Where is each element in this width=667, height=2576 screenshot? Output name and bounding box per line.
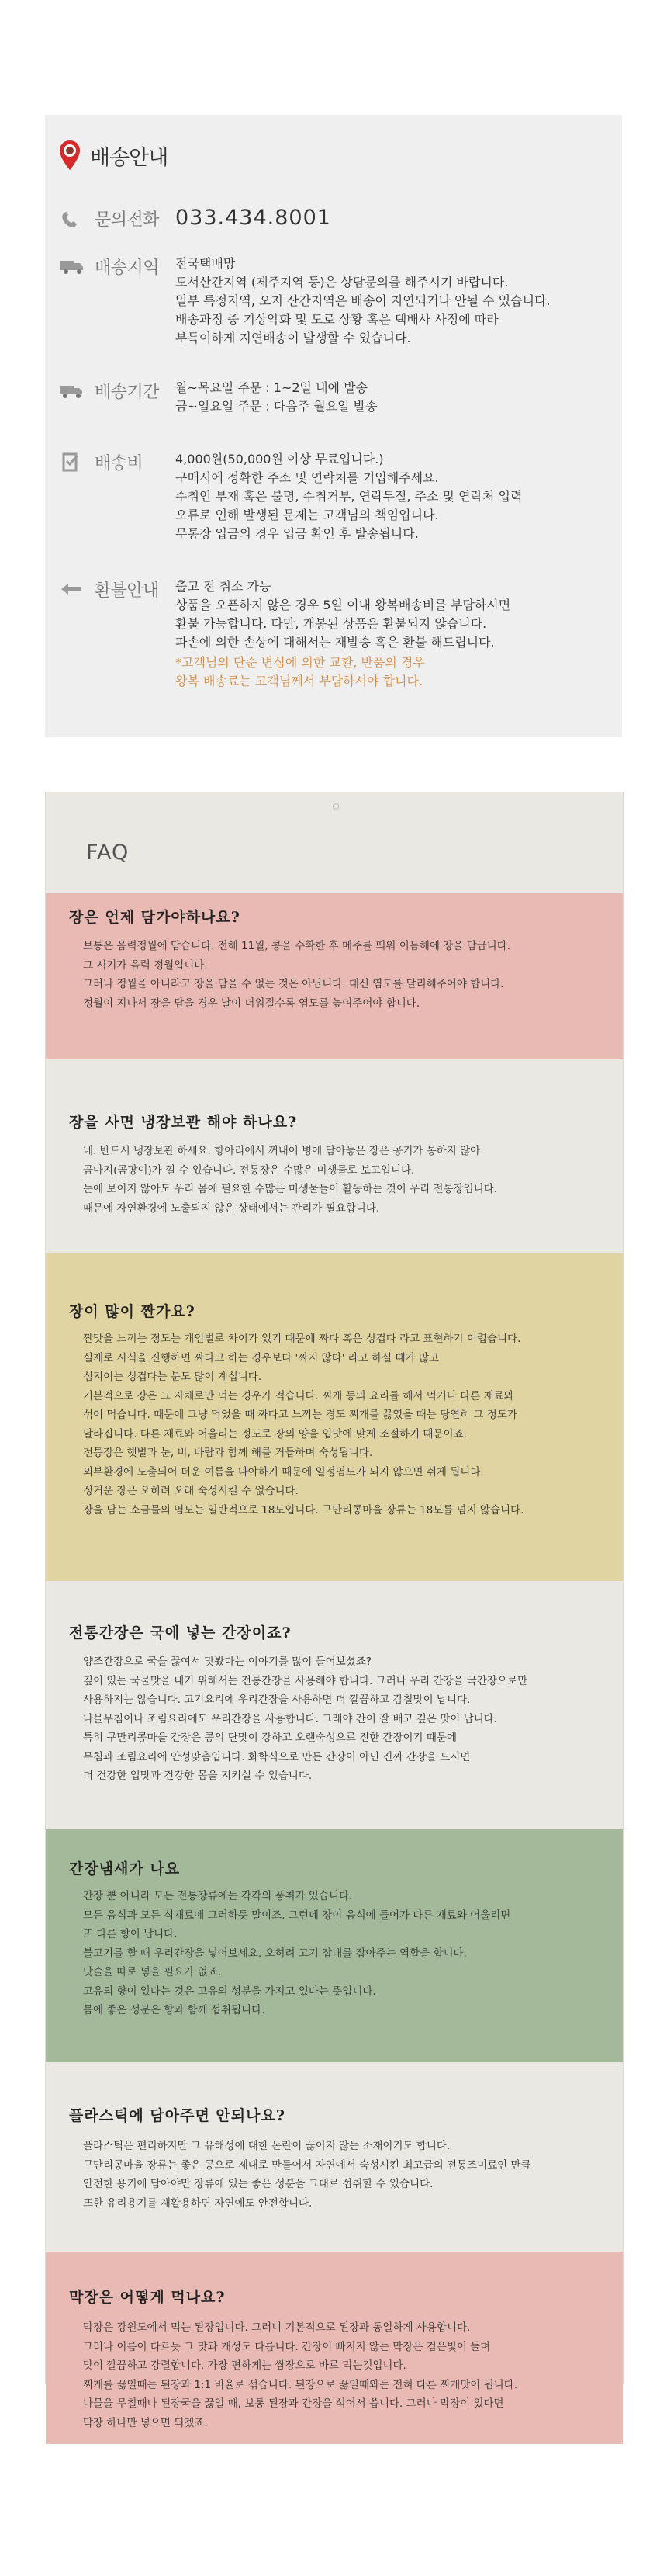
shipping-area-line: 전국택배망 <box>175 256 236 271</box>
phone-icon <box>59 210 85 230</box>
faq-answer-line: 정월이 지나서 장을 담을 경우 날이 더워질수록 염도를 높여주어야 합니다. <box>83 997 420 1010</box>
faq-question: 전통간장은 국에 넣는 간장이죠? <box>69 1624 292 1642</box>
shipping-label-phone: 문의전화 <box>95 210 160 230</box>
faq-answer <box>83 1142 618 1218</box>
shipping-refund-note: *고객님의 단순 변심에 의한 교환, 반품의 경우 <box>175 655 425 670</box>
faq-answer-line: 양조간장으로 국을 끓여서 맛봤다는 이야기를 많이 들어보셨죠? <box>83 1656 372 1668</box>
circle-icon <box>333 803 339 810</box>
delivery-truck-icon <box>59 380 85 400</box>
shipping-refund-line: 상품을 오픈하지 않은 경우 5일 이내 왕복배송비를 부담하시면 <box>175 598 511 612</box>
faq-answer-line: 플라스틱은 편리하지만 그 유해성에 대한 논란이 끊이지 않는 소재이기도 합니다. <box>83 2140 451 2152</box>
faq-answer-line: 찌개를 끓일때는 된장과 1:1 비율로 섞습니다. 된장으로 끓일때와는 전혀 다른 찌개맛이 됩니다. <box>83 2378 518 2391</box>
faq-answer-line: 막장은 강원도에서 먹는 된장입니다. 그러니 기본적으로 된장과 동일하게 사용합니다. <box>83 2321 471 2334</box>
shipping-row-area <box>59 255 610 348</box>
faq-item <box>46 2062 623 2252</box>
shipping-period-line: 금~일요일 주문 : 다음주 월요일 발송 <box>175 399 378 414</box>
faq-answer-line: 전통장은 햇볕과 눈, 비, 바람과 함께 해를 거듭하며 숙성됩니다. <box>83 1447 373 1459</box>
faq-answer-line: 그 시기가 음력 정월입니다. <box>83 959 208 972</box>
shipping-area-line: 배송과정 중 기상악화 및 도로 상황 혹은 택배사 사정에 따라 <box>175 312 499 327</box>
faq-answer-line: 특히 구만리콩마을 간장은 콩의 단맛이 강하고 오랜숙성으로 진한 간장이기 때문에 <box>83 1732 458 1744</box>
faq-answer-line: 불고기를 할 때 우리간장을 넣어보세요. 오히려 고기 잡내를 잡아주는 역할을 합니다. <box>83 1947 467 1960</box>
shipping-row-period <box>59 379 610 416</box>
faq-question: 장이 많이 짠가요? <box>69 1303 195 1320</box>
shipping-info-panel <box>45 115 622 737</box>
faq-answer-line: 짠맛을 느끼는 정도는 개인별로 차이가 있기 때문에 짜다 혹은 싱겁다 라고 표현하기 어렵습니다. <box>83 1333 521 1345</box>
faq-answer-line: 외부환경에 노출되어 더운 여름을 나야하기 때문에 일정염도가 되지 않으면 쉬게 됩니다. <box>83 1465 484 1479</box>
faq-item <box>46 1581 623 1829</box>
faq-answer-line: 맛술을 따로 넣을 필요가 없죠. <box>83 1966 221 1978</box>
shipping-row-phone <box>59 206 610 231</box>
faq-answer-line: 때문에 자연환경에 노출되지 않은 상태에서는 관리가 필요합니다. <box>83 1201 380 1215</box>
faq-answer-line: 싱거운 장은 오히려 오래 숙성시킬 수 없습니다. <box>83 1485 299 1497</box>
faq-question: 장을 사면 냉장보관 해야 하나요? <box>69 1114 298 1131</box>
faq-item <box>46 1059 623 1253</box>
faq-answer-line: 고유의 향이 있다는 것은 고유의 성분을 가지고 있다는 뜻입니다. <box>83 1985 376 1998</box>
faq-answer-line: 눈에 보이지 않아도 우리 몸에 필요한 수많은 미생물들이 활동하는 것이 우리 전통장입니다. <box>83 1183 498 1195</box>
faq-answer-line: 구만리콩마을 장류는 좋은 콩으로 제대로 만들어서 자연에서 숙성시킨 최고급의 전통조미료인 만큼 <box>83 2158 531 2172</box>
faq-item <box>46 1253 623 1581</box>
shipping-fee-line: 오류로 인해 발생된 문제는 고객님의 책임입니다. <box>175 508 439 522</box>
faq-answer-line: 모든 음식과 모든 식재료에 그러하듯 말이죠. 그런데 장이 음식에 들어가 다른 재료와 어울리면 <box>83 1909 511 1922</box>
faq-answer-line: 그러나 정월을 아니라고 장을 담을 수 없는 것은 아닙니다. 대신 염도를 달리해주어야 합니다. <box>83 978 504 990</box>
faq-answer-line: 기본적으로 장은 그 자체로만 먹는 경우가 적습니다. 찌개 등의 요리를 해서 먹거나 다른 재료와 <box>83 1389 514 1402</box>
shipping-refund-line: 환불 가능합니다. 다만, 개봉된 상품은 환불되지 않습니다. <box>175 616 487 631</box>
shipping-refund-note: 왕복 배송료는 고객님께서 부담하셔야 합니다. <box>175 674 423 688</box>
shipping-row-refund <box>59 577 610 691</box>
shipping-refund-line: 파손에 의한 손상에 대해서는 재발송 혹은 환불 해드립니다. <box>175 635 495 650</box>
faq-question: 막장은 어떻게 먹나요? <box>69 2289 226 2306</box>
shipping-area-line: 도서산간지역 (제주지역 등)은 상담문의를 해주시기 바랍니다. <box>175 275 509 289</box>
shipping-label-refund: 환불안내 <box>95 581 160 601</box>
shipping-fee-line: 구매시에 정확한 주소 및 연락처를 기입해주세요. <box>175 470 439 485</box>
shipping-period-line: 월~목요일 주문 : 1~2일 내에 발송 <box>175 380 368 395</box>
faq-answer-line: 무침과 조림요리에 안성맞춤입니다. 화학식으로 만든 간장이 아닌 진짜 간장을 드시면 <box>83 1750 471 1763</box>
faq-answer-line: 막장 하나만 넣으면 되겠죠. <box>83 2416 208 2429</box>
faq-answer-line: 보통은 음력정월에 담습니다. 전해 11월, 콩을 수확한 후 메주를 띄워 이듬해에 장을 담급니다. <box>83 940 511 952</box>
faq-answer-line: 또한 유리용기를 재활용하면 자연에도 안전합니다. <box>83 2196 313 2210</box>
faq-answer-line: 장을 담는 소금물의 염도는 일반적으로 18도입니다. 구만리콩마을 장류는 18도를 넘지 않습니다. <box>83 1503 524 1517</box>
shipping-label-fee: 배송비 <box>95 454 143 473</box>
faq-answer-line: 심지어는 싱겁다는 분도 많이 계십니다. <box>83 1371 262 1383</box>
faq-answer-line: 달라집니다. 다른 재료와 어울리는 정도로 장의 양을 입맛에 맞게 조절하기 때문이죠. <box>83 1427 467 1441</box>
shipping-area-line: 일부 특정지역, 오지 산간지역은 배송이 지연되거나 안될 수 있습니다. <box>175 293 551 308</box>
faq-answer <box>83 2137 618 2213</box>
faq-panel <box>45 792 624 2429</box>
location-pin-icon <box>59 140 81 171</box>
faq-answer-line: 사용하지는 않습니다. 고기요리에 우리간장을 사용하면 더 깔끔하고 감칠맛이 납니다. <box>83 1694 471 1706</box>
faq-answer-line: 또 다른 향이 납니다. <box>83 1928 178 1940</box>
shipping-refund-line: 출고 전 취소 가능 <box>175 579 271 594</box>
faq-item <box>46 893 623 1059</box>
faq-answer-line: 그러나 이름이 다르듯 그 맛과 개성도 다릅니다. 간장이 빠지지 않는 막장은 검은빛이 돌며 <box>83 2340 491 2353</box>
faq-answer-line: 섞어 먹습니다. 때문에 그냥 먹었을 때 짜다고 느끼는 경도 찌개를 끓였을 때는 당연히 그 정도가 <box>83 1409 517 1421</box>
shipping-label-area: 배송지역 <box>95 258 160 278</box>
faq-answer-line: 네. 반드시 냉장보관 하세요. 항아리에서 꺼내어 병에 담아놓은 장은 공기가 통하지 않아 <box>83 1145 481 1157</box>
shipping-title: 배송안내 <box>90 145 168 170</box>
faq-item <box>46 1829 623 2062</box>
faq-answer-line: 실제로 시식을 진행하면 짜다고 하는 경우보다 '짜지 않다' 라고 하실 때가 많고 <box>83 1351 439 1364</box>
faq-question: 간장냄새가 나요 <box>69 1860 181 1877</box>
faq-answer-line: 곰마지(곰팡이)가 낄 수 있습니다. 전통장은 수많은 미생물로 보고입니다. <box>83 1163 415 1177</box>
clipboard-icon <box>59 452 85 472</box>
faq-answer-line: 깊이 있는 국물맛을 내기 위해서는 전통간장을 사용해야 합니다. 그러나 우리 간장을 국간장으로만 <box>83 1674 528 1687</box>
faq-item <box>46 2252 623 2444</box>
faq-answer-line: 맛이 깔끔하고 강렬합니다. 가장 편하게는 쌈장으로 바로 먹는것입니다. <box>83 2359 406 2372</box>
truck-icon <box>59 256 85 276</box>
shipping-label-period: 배송기간 <box>95 383 160 402</box>
phone-number: 033.434.8001 <box>175 206 331 230</box>
shipping-fee-line: 무통장 입금의 경우 입금 확인 후 발송됩니다. <box>175 526 419 541</box>
faq-answer-line: 더 건강한 입맛과 건강한 몸을 지키실 수 있습니다. <box>83 1770 313 1782</box>
faq-answer-line: 간장 뿐 아니라 모든 전통장류에는 각각의 풍취가 있습니다. <box>83 1890 353 1902</box>
return-icon <box>59 579 85 599</box>
faq-question: 플라스틱에 담아주면 안되나요? <box>69 2107 285 2124</box>
faq-answer <box>83 1330 618 1520</box>
faq-answer <box>83 937 618 1013</box>
faq-answer-line: 몸에 좋은 성분은 향과 함께 섭취됩니다. <box>83 2004 265 2016</box>
faq-answer <box>83 1887 618 2020</box>
shipping-fee-line: 수취인 부재 혹은 불명, 수취거부, 연락두절, 주소 및 연락처 입력 <box>175 489 523 504</box>
faq-title: FAQ <box>86 841 130 865</box>
faq-question: 장은 언제 담가야하나요? <box>69 909 240 926</box>
faq-answer <box>83 1652 618 1786</box>
faq-answer-line: 안전한 용기에 담아야만 장류에 있는 좋은 성분을 그대로 섭취할 수 있습니다. <box>83 2178 434 2190</box>
shipping-row-fee <box>59 450 610 543</box>
faq-answer <box>83 2318 618 2432</box>
shipping-fee-line: 4,000원(50,000원 이상 무료입니다.) <box>175 452 384 466</box>
shipping-header <box>59 140 168 171</box>
shipping-area-line: 부득이하게 지연배송이 발생할 수 있습니다. <box>175 331 411 345</box>
faq-answer-line: 나물무침이나 조림요리에도 우리간장을 사용합니다. 그래야 간이 잘 배고 깊은 맛이 납니다. <box>83 1712 498 1725</box>
faq-answer-line: 나물을 무칠때나 된장국을 끓일 때, 보통 된장과 간장을 섞어서 씁니다. 그러나 막장이 있다면 <box>83 2397 504 2410</box>
